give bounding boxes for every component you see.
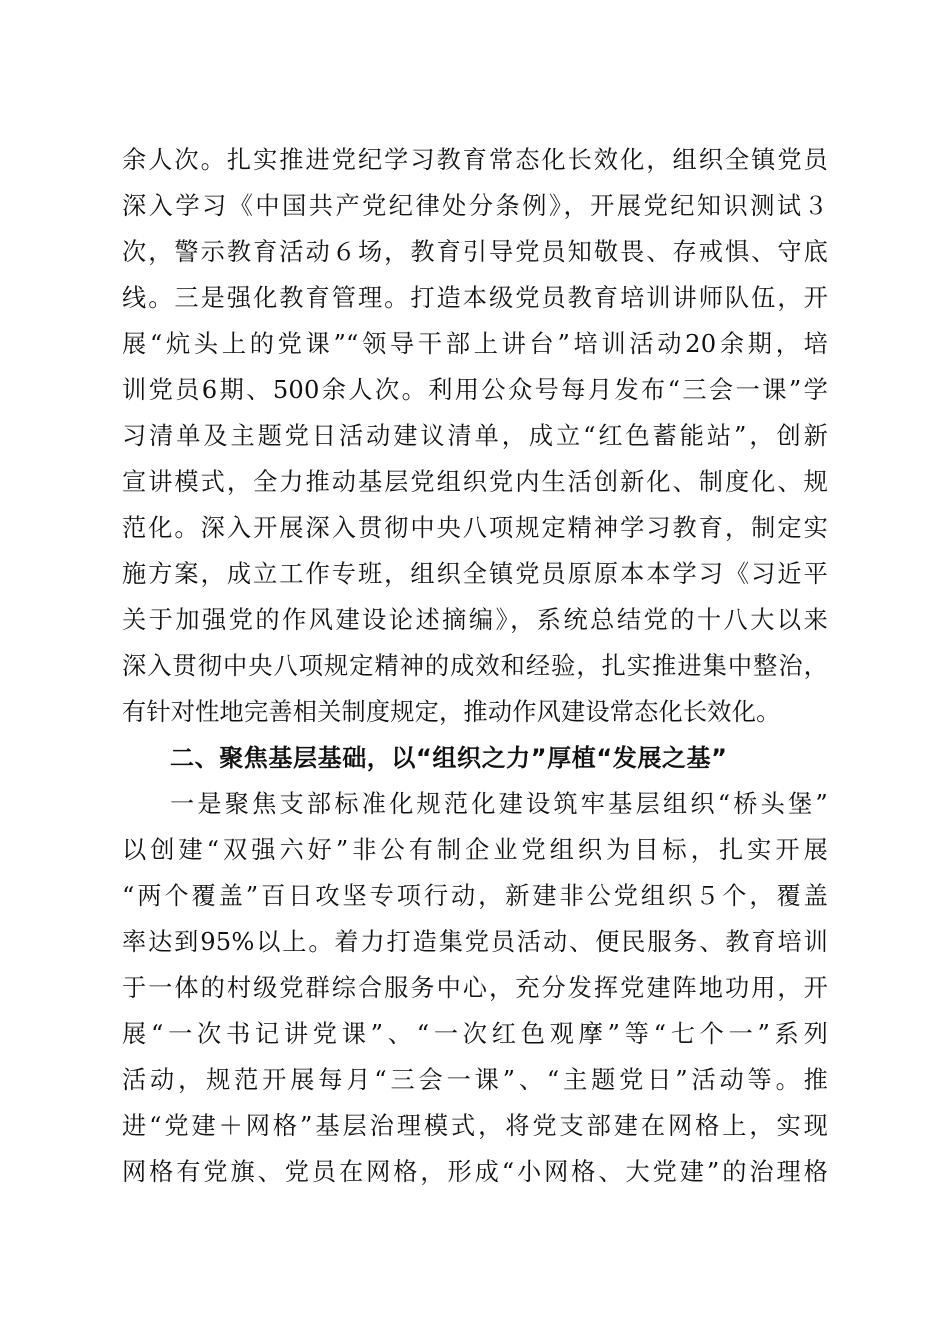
- text-line: 余人次。扎实推进党纪学习教育常态化长效化，组织全镇党员: [122, 146, 828, 174]
- text-line: 有针对性地完善相关制度规定，推动作风建设常态化长效化。: [122, 698, 781, 726]
- text-line: 一是聚焦支部标准化规范化建设筑牢基层组织“桥头堡”: [170, 790, 828, 818]
- text-line: 线。三是强化教育管理。打造本级党员教育培训讲师队伍，开: [122, 284, 828, 312]
- text-line: 关于加强党的作风建设论述摘编》，系统总结党的十八大以来: [122, 606, 828, 634]
- text-line: 训党员6期、500余人次。利用公众号每月发布“三会一课”学: [122, 376, 828, 404]
- text-line: 展“一次书记讲党课”、“一次红色观摩”等“七个一”系列: [122, 1020, 828, 1048]
- text-line: 展“炕头上的党课”“领导干部上讲台”培训活动20余期，培: [122, 330, 828, 358]
- section-heading: 二、聚焦基层基础，以“组织之力”厚植“发展之基”: [170, 744, 728, 772]
- text-line: 习清单及主题党日活动建议清单，成立“红色蓄能站”，创新: [122, 422, 828, 450]
- text-line: 施方案，成立工作专班，组织全镇党员原原本本学习《习近平: [122, 560, 828, 588]
- text-line: 以创建“双强六好”非公有制企业党组织为目标，扎实开展: [122, 836, 828, 864]
- text-line: 深入贯彻中央八项规定精神的成效和经验，扎实推进集中整治，: [122, 652, 828, 680]
- text-line: 网格有党旗、党员在网格，形成“小网格、大党建”的治理格: [122, 1158, 828, 1186]
- text-line: 进“党建＋网格”基层治理模式，将党支部建在网格上，实现: [122, 1112, 828, 1140]
- text-line: 率达到95%以上。着力打造集党员活动、便民服务、教育培训: [122, 928, 828, 956]
- text-line: 次，警示教育活动６场，教育引导党员知敬畏、存戒惧、守底: [122, 238, 828, 266]
- text-line: “两个覆盖”百日攻坚专项行动，新建非公党组织５个，覆盖: [122, 882, 828, 910]
- text-line: 于一体的村级党群综合服务中心，充分发挥党建阵地功用，开: [122, 974, 828, 1002]
- text-line: 宣讲模式，全力推动基层党组织党内生活创新化、制度化、规: [122, 468, 828, 496]
- text-line: 活动，规范开展每月“三会一课”、“主题党日”活动等。推: [122, 1066, 828, 1094]
- text-line: 范化。深入开展深入贯彻中央八项规定精神学习教育，制定实: [122, 514, 828, 542]
- text-line: 深入学习《中国共产党纪律处分条例》，开展党纪知识测试３: [122, 192, 828, 220]
